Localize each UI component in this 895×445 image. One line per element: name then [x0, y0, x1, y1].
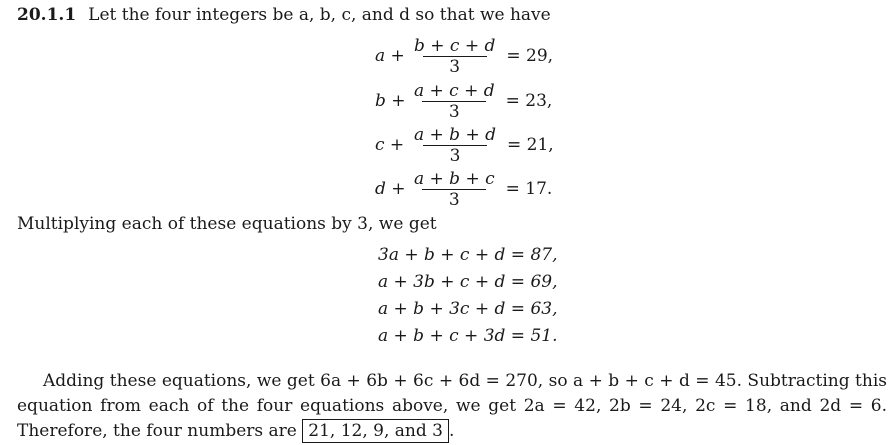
fraction-numerator: a + b + d: [414, 124, 497, 145]
linear-equation: a + b + 3c + d = 63,: [378, 299, 558, 319]
fraction: [411, 125, 499, 166]
linear-equation: 3a + b + c + d = 87,: [378, 245, 558, 265]
equation-rhs: = 29,: [506, 46, 554, 66]
fraction-denominator: 3: [448, 189, 460, 210]
linear-equation: a + 3b + c + d = 69,: [378, 272, 558, 292]
fraction-numerator: b + c + d: [414, 35, 496, 56]
equation-lhs: d +: [375, 179, 406, 199]
fraction: [411, 81, 498, 122]
conclusion-paragraph: [17, 369, 887, 444]
fraction: [411, 36, 498, 77]
fraction-equation: [375, 34, 553, 78]
conclusion-end: .: [448, 421, 455, 441]
equation-lhs: c +: [375, 135, 405, 155]
problem-header: [17, 5, 551, 25]
fraction-equation: [375, 123, 554, 167]
equation-lhs: a +: [375, 46, 405, 66]
equation-rhs: = 21,: [507, 135, 554, 155]
fraction-denominator: 3: [448, 101, 460, 122]
fraction-equation: [375, 79, 552, 123]
multiply-paragraph: Multiplying each of these equations by 3, we get: [17, 214, 437, 234]
equation-lhs: b +: [375, 91, 406, 111]
equation-rhs: = 23,: [505, 91, 553, 111]
fraction-denominator: 3: [449, 56, 461, 77]
fraction-denominator: 3: [449, 145, 461, 166]
fraction-numerator: a + b + c: [414, 168, 495, 189]
fraction: [411, 169, 498, 210]
problem-number: 20.1.1: [17, 5, 77, 25]
answer-box: 21, 12, 9, and 3: [302, 419, 449, 443]
fraction-equation: [375, 167, 552, 211]
conclusion-text: Adding these equations, we get 6a + 6b + 6c + 6d = 270, so a + b + c + d = 45. Subtracting this equation from each of the four equations above, we get 2a = 42, 2b = 24, 2c = 18, and 2d = 6. Therefore, the four numbers are: [17, 371, 887, 441]
problem-intro: Let the four integers be a, b, c, and d so that we have: [88, 5, 551, 25]
fraction-numerator: a + c + d: [414, 80, 495, 101]
linear-equation: a + b + c + 3d = 51.: [378, 326, 558, 346]
equation-rhs: = 17.: [505, 179, 553, 199]
